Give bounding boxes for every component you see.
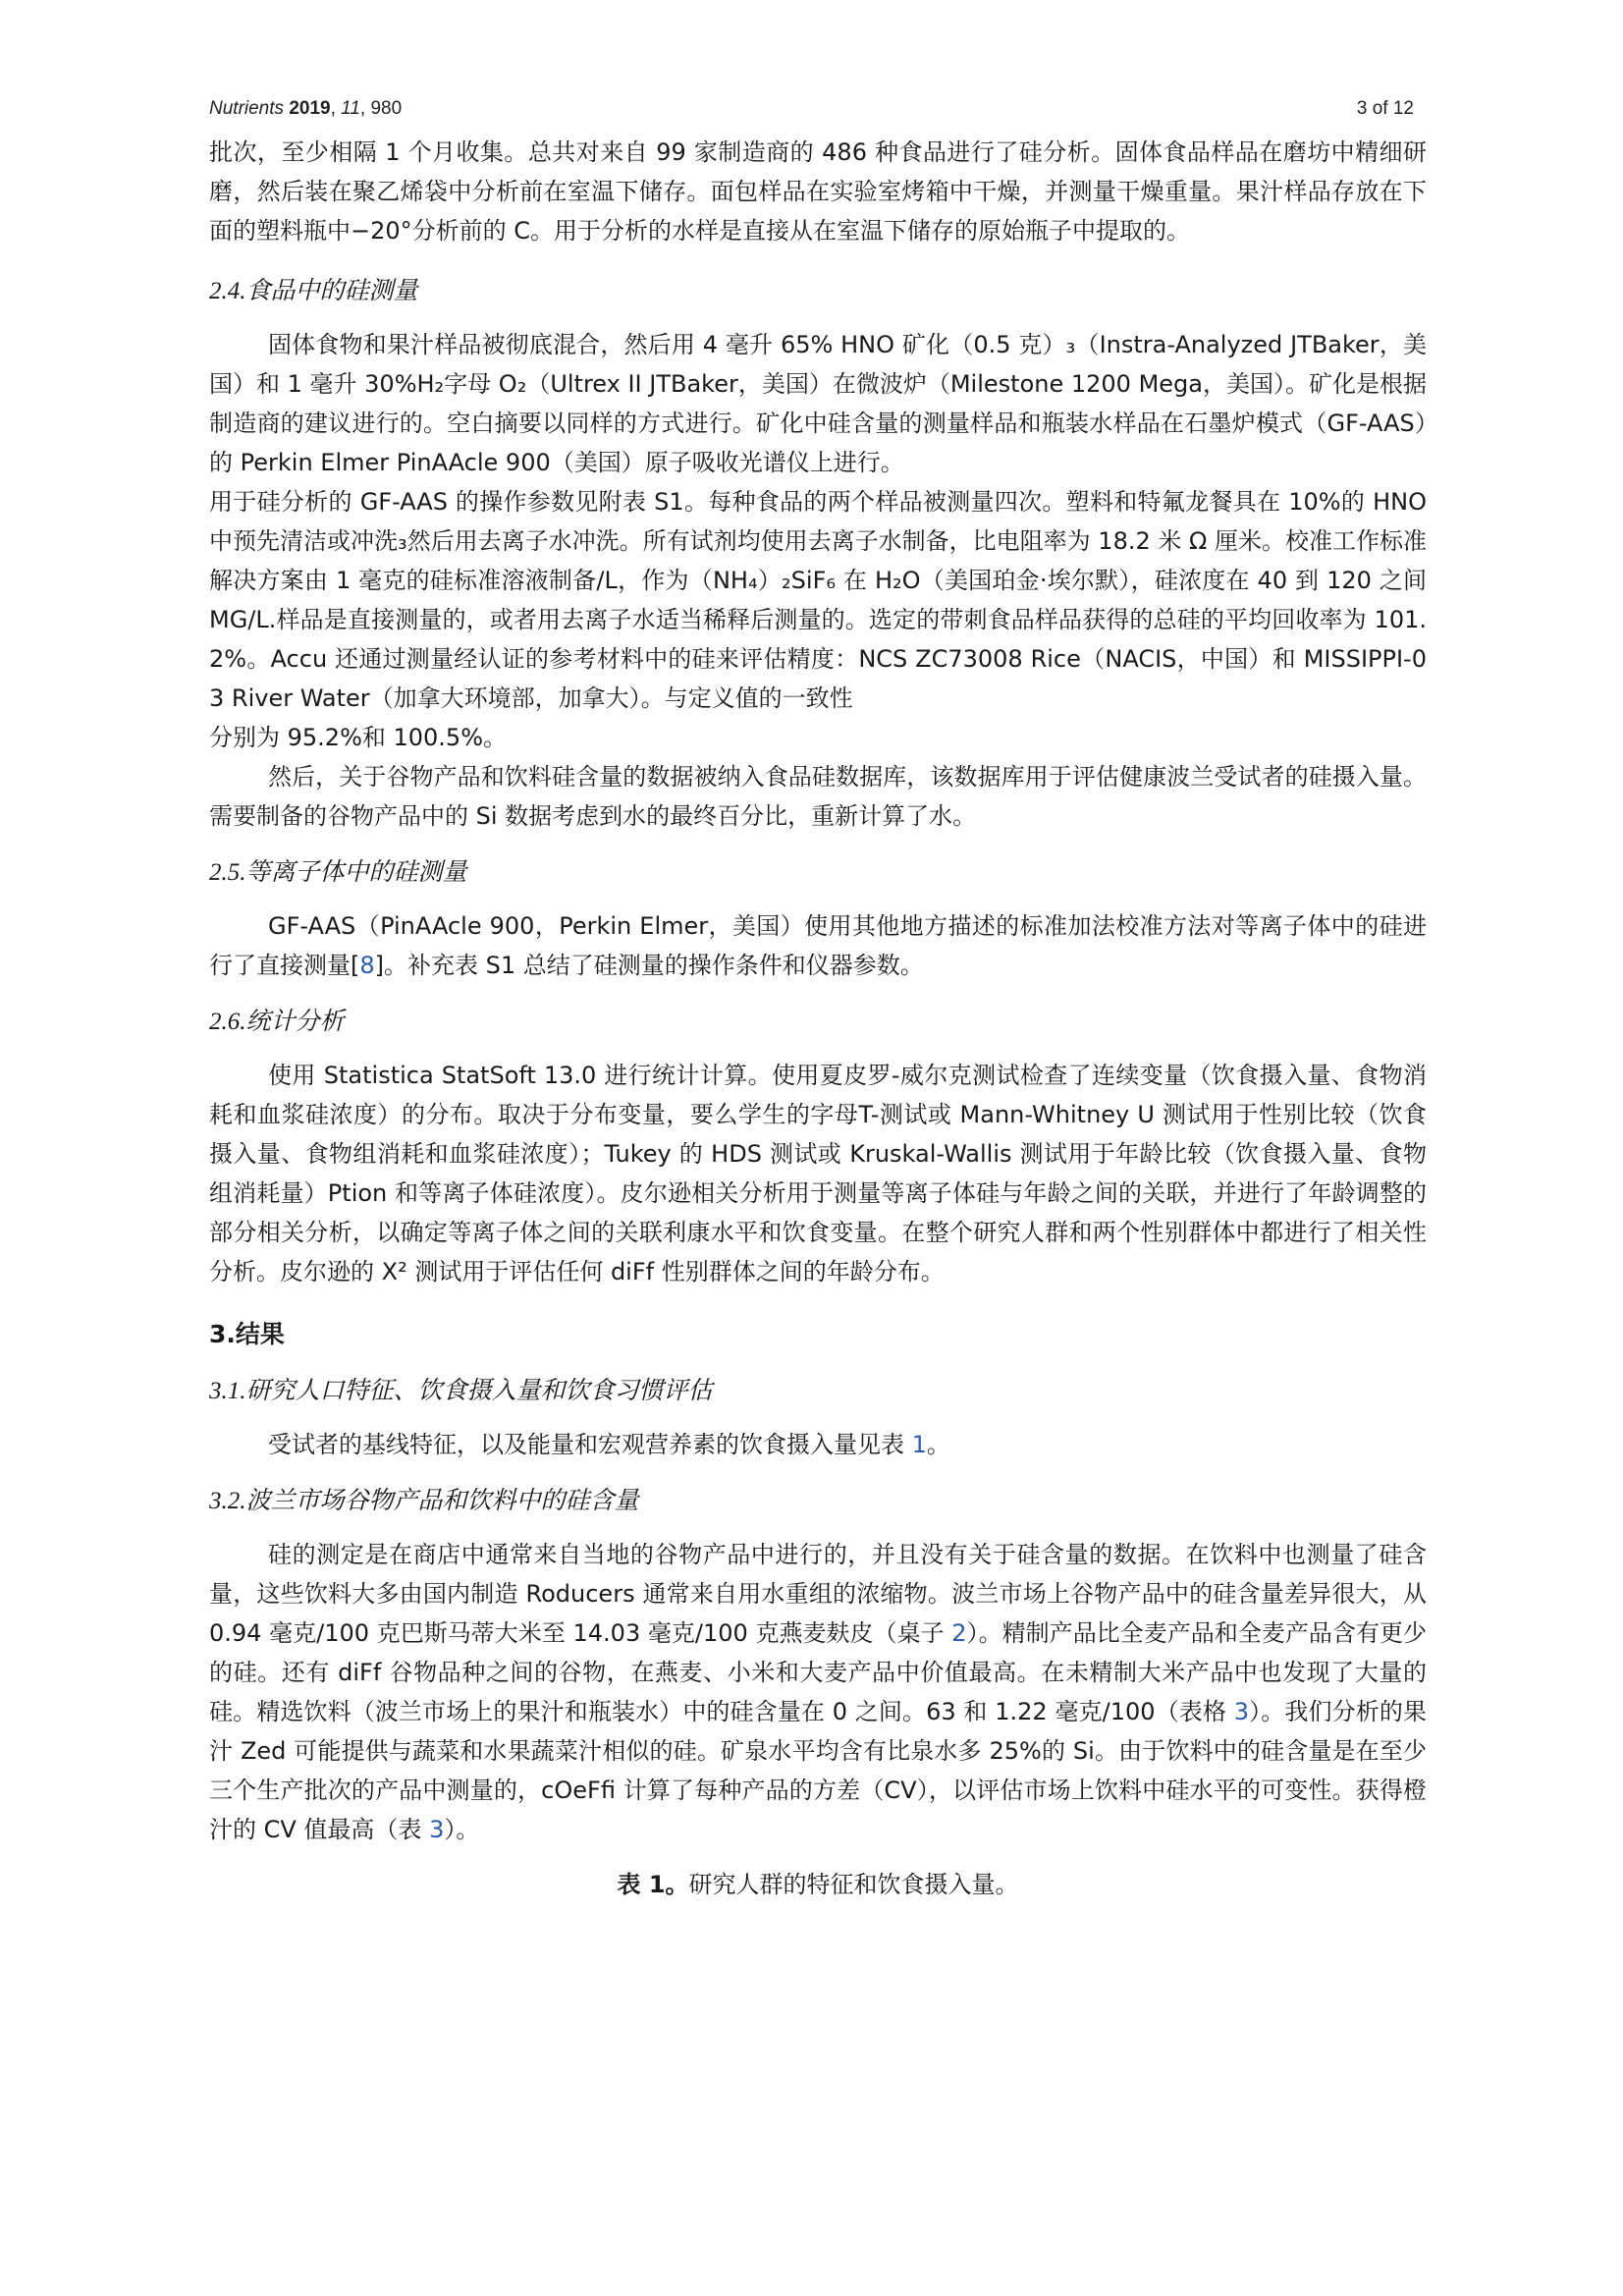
paragraph: 然后，关于谷物产品和饮料硅含量的数据被纳入食品硅数据库，该数据库用于评估健康波兰受试者的硅摄入量。需要制备的谷物产品中的 Si 数据考虑到水的最终百分比，重新计算了水。 <box>209 763 1427 830</box>
section-heading: 2.5.等离子体中的硅测量 <box>209 859 467 886</box>
table-caption-label: 表 1。 <box>617 1871 689 1898</box>
section-heading: 2.4.食品中的硅测量 <box>209 278 418 304</box>
article-number: 980 <box>370 98 403 119</box>
running-header <box>209 98 1414 128</box>
paragraph: 硅的测定是在商店中通常来自当地的谷物产品中进行的，并且没有关于硅含量的数据。在饮料中也测量了硅含量，这些饮料大多由国内制造 Roducers 通常来自用水重组的浓缩物。波兰市场上谷物产品中的硅含量差异很大，从 0.94 毫克/100 克巴斯马蒂大米至 14.03 毫克/100 克燕麦麸皮（桌子 2）。精制产品比全麦产品和全麦产品含有更少的硅。还有 diFf 谷物品种之间的谷物，在燕麦、小米和大麦产品中价值最高。在未精制大米产品中也发现了大量的硅。精选饮料（波兰市场上的果汁和瓶装水）中的硅含量在 0 之间。63 和 1.22 毫克/100（表格 3）。我们分析的果汁 Zed 可能提供与蔬菜和水果蔬菜汁相似的硅。矿泉水平均含有比泉水多 25%的 Si。由于饮料中的硅含量是在至少三个生产批次的产品中测量的，cOeFfi 计算了每种产品的方差（CV），以评估市场上饮料中硅水平的可变性。获得橙汁的 CV 值最高（表 3）。 <box>209 1541 1427 1843</box>
section-heading: 3.2.波兰市场谷物产品和饮料中的硅含量 <box>209 1488 639 1514</box>
paragraph: 固体食物和果汁样品被彻底混合，然后用 4 毫升 65% HNO 矿化（0.5 克）₃（Instra-Analyzed JTBaker，美国）和 1 毫升 30%H₂字母 O₂（Ultrex II JTBaker，美国）在微波炉（Milestone 1200 Mega，美国）。矿化是根据制造商的建议进行的。空白摘要以同样的方式进行。矿化中硅含量的测量样品和瓶装水样品在石墨炉模式（GF-AAS）的 Perkin Elmer PinAAcle 900（美国）原子吸收光谱仪上进行。 <box>209 331 1427 476</box>
page-number: 3 of 12 <box>1356 98 1414 119</box>
reference-link[interactable]: 1 <box>911 1431 927 1458</box>
reference-link[interactable]: 2 <box>951 1619 967 1647</box>
paragraph: 受试者的基线特征，以及能量和宏观营养素的饮食摄入量见表 1。 <box>268 1431 950 1458</box>
paragraph: 使用 Statistica StatSoft 13.0 进行统计计算。使用夏皮罗-威尔克测试检查了连续变量（饮食摄入量、食物消耗和血浆硅浓度）的分布。取决于分布变量，要么学生的字母T-测试或 Mann-Whitney U 测试用于性别比较（饮食摄入量、食物组消耗和血浆硅浓度）；Tukey 的 HDS 测试或 Kruskal-Wallis 测试用于年龄比较（饮食摄入量、食物组消耗量）Ption 和等离子体硅浓度）。皮尔逊相关分析用于测量等离子体硅与年龄之间的关联，并进行了年龄调整的部分相关分析，以确定等离子体之间的关联利康水平和饮食变量。在整个研究人群和两个性别群体中都进行了相关性分析。皮尔逊的 X² 测试用于评估任何 diFf 性别群体之间的年龄分布。 <box>209 1062 1427 1285</box>
reference-link[interactable]: 3 <box>1233 1698 1250 1725</box>
paragraph: 分别为 95.2%和 100.5%。 <box>209 724 508 751</box>
paragraph: 批次，至少相隔 1 个月收集。总共对来自 99 家制造商的 486 种食品进行了硅分析。固体食品样品在磨坊中精细研磨，然后装在聚乙烯袋中分析前在室温下储存。面包样品在实验室烤箱中干燥，并测量干燥重量。果汁样品存放在下面的塑料瓶中−20°分析前的 C。用于分析的水样是直接从在室温下储存的原始瓶子中提取的。 <box>209 138 1427 245</box>
body-content <box>209 133 1427 1904</box>
journal-volume: 11 <box>341 98 360 119</box>
journal-year: 2019 <box>289 98 331 119</box>
paragraph: GF-AAS（PinAAcle 900，Perkin Elmer，美国）使用其他地方描述的标准加法校准方法对等离子体中的硅进行了直接测量[8]。补充表 S1 总结了硅测量的操作条件和仪器参数。 <box>209 912 1427 979</box>
paragraph: 用于硅分析的 GF-AAS 的操作参数见附表 S1。每种食品的两个样品被测量四次。塑料和特氟龙餐具在 10%的 HNO 中预先清洁或冲洗₃然后用去离子水冲洗。所有试剂均使用去离子水制备，比电阻率为 18.2 米 Ω 厘米。校准工作标准解决方案由 1 毫克的硅标准溶液制备/L，作为（NH₄）₂SiF₆ 在 H₂O（美国珀金·埃尔默），硅浓度在 40 到 120 之间 MG/L.样品是直接测量的，或者用去离子水适当稀释后测量的。选定的带刺食品样品获得的总硅的平均回收率为 101.2%。Accu 还通过测量经认证的参考材料中的硅来评估精度：NCS ZC73008 Rice（NACIS，中国）和 MISSIPPI-03 River Water（加拿大环境部，加拿大）。与定义值的一致性 <box>209 488 1427 712</box>
section-heading: 2.6.统计分析 <box>209 1009 345 1035</box>
table-caption-text: 研究人群的特征和饮食摄入量。 <box>688 1871 1019 1898</box>
section-heading: 3.1.研究人口特征、饮食摄入量和饮食习惯评估 <box>209 1378 713 1404</box>
table-caption <box>209 1865 1427 1904</box>
journal-citation: Nutrients 2019, 11, 980 <box>209 98 403 119</box>
reference-link[interactable]: 8 <box>359 952 375 979</box>
reference-link[interactable]: 3 <box>429 1816 445 1843</box>
journal-name: Nutrients <box>209 98 285 119</box>
major-heading: 3.结果 <box>209 1320 285 1348</box>
